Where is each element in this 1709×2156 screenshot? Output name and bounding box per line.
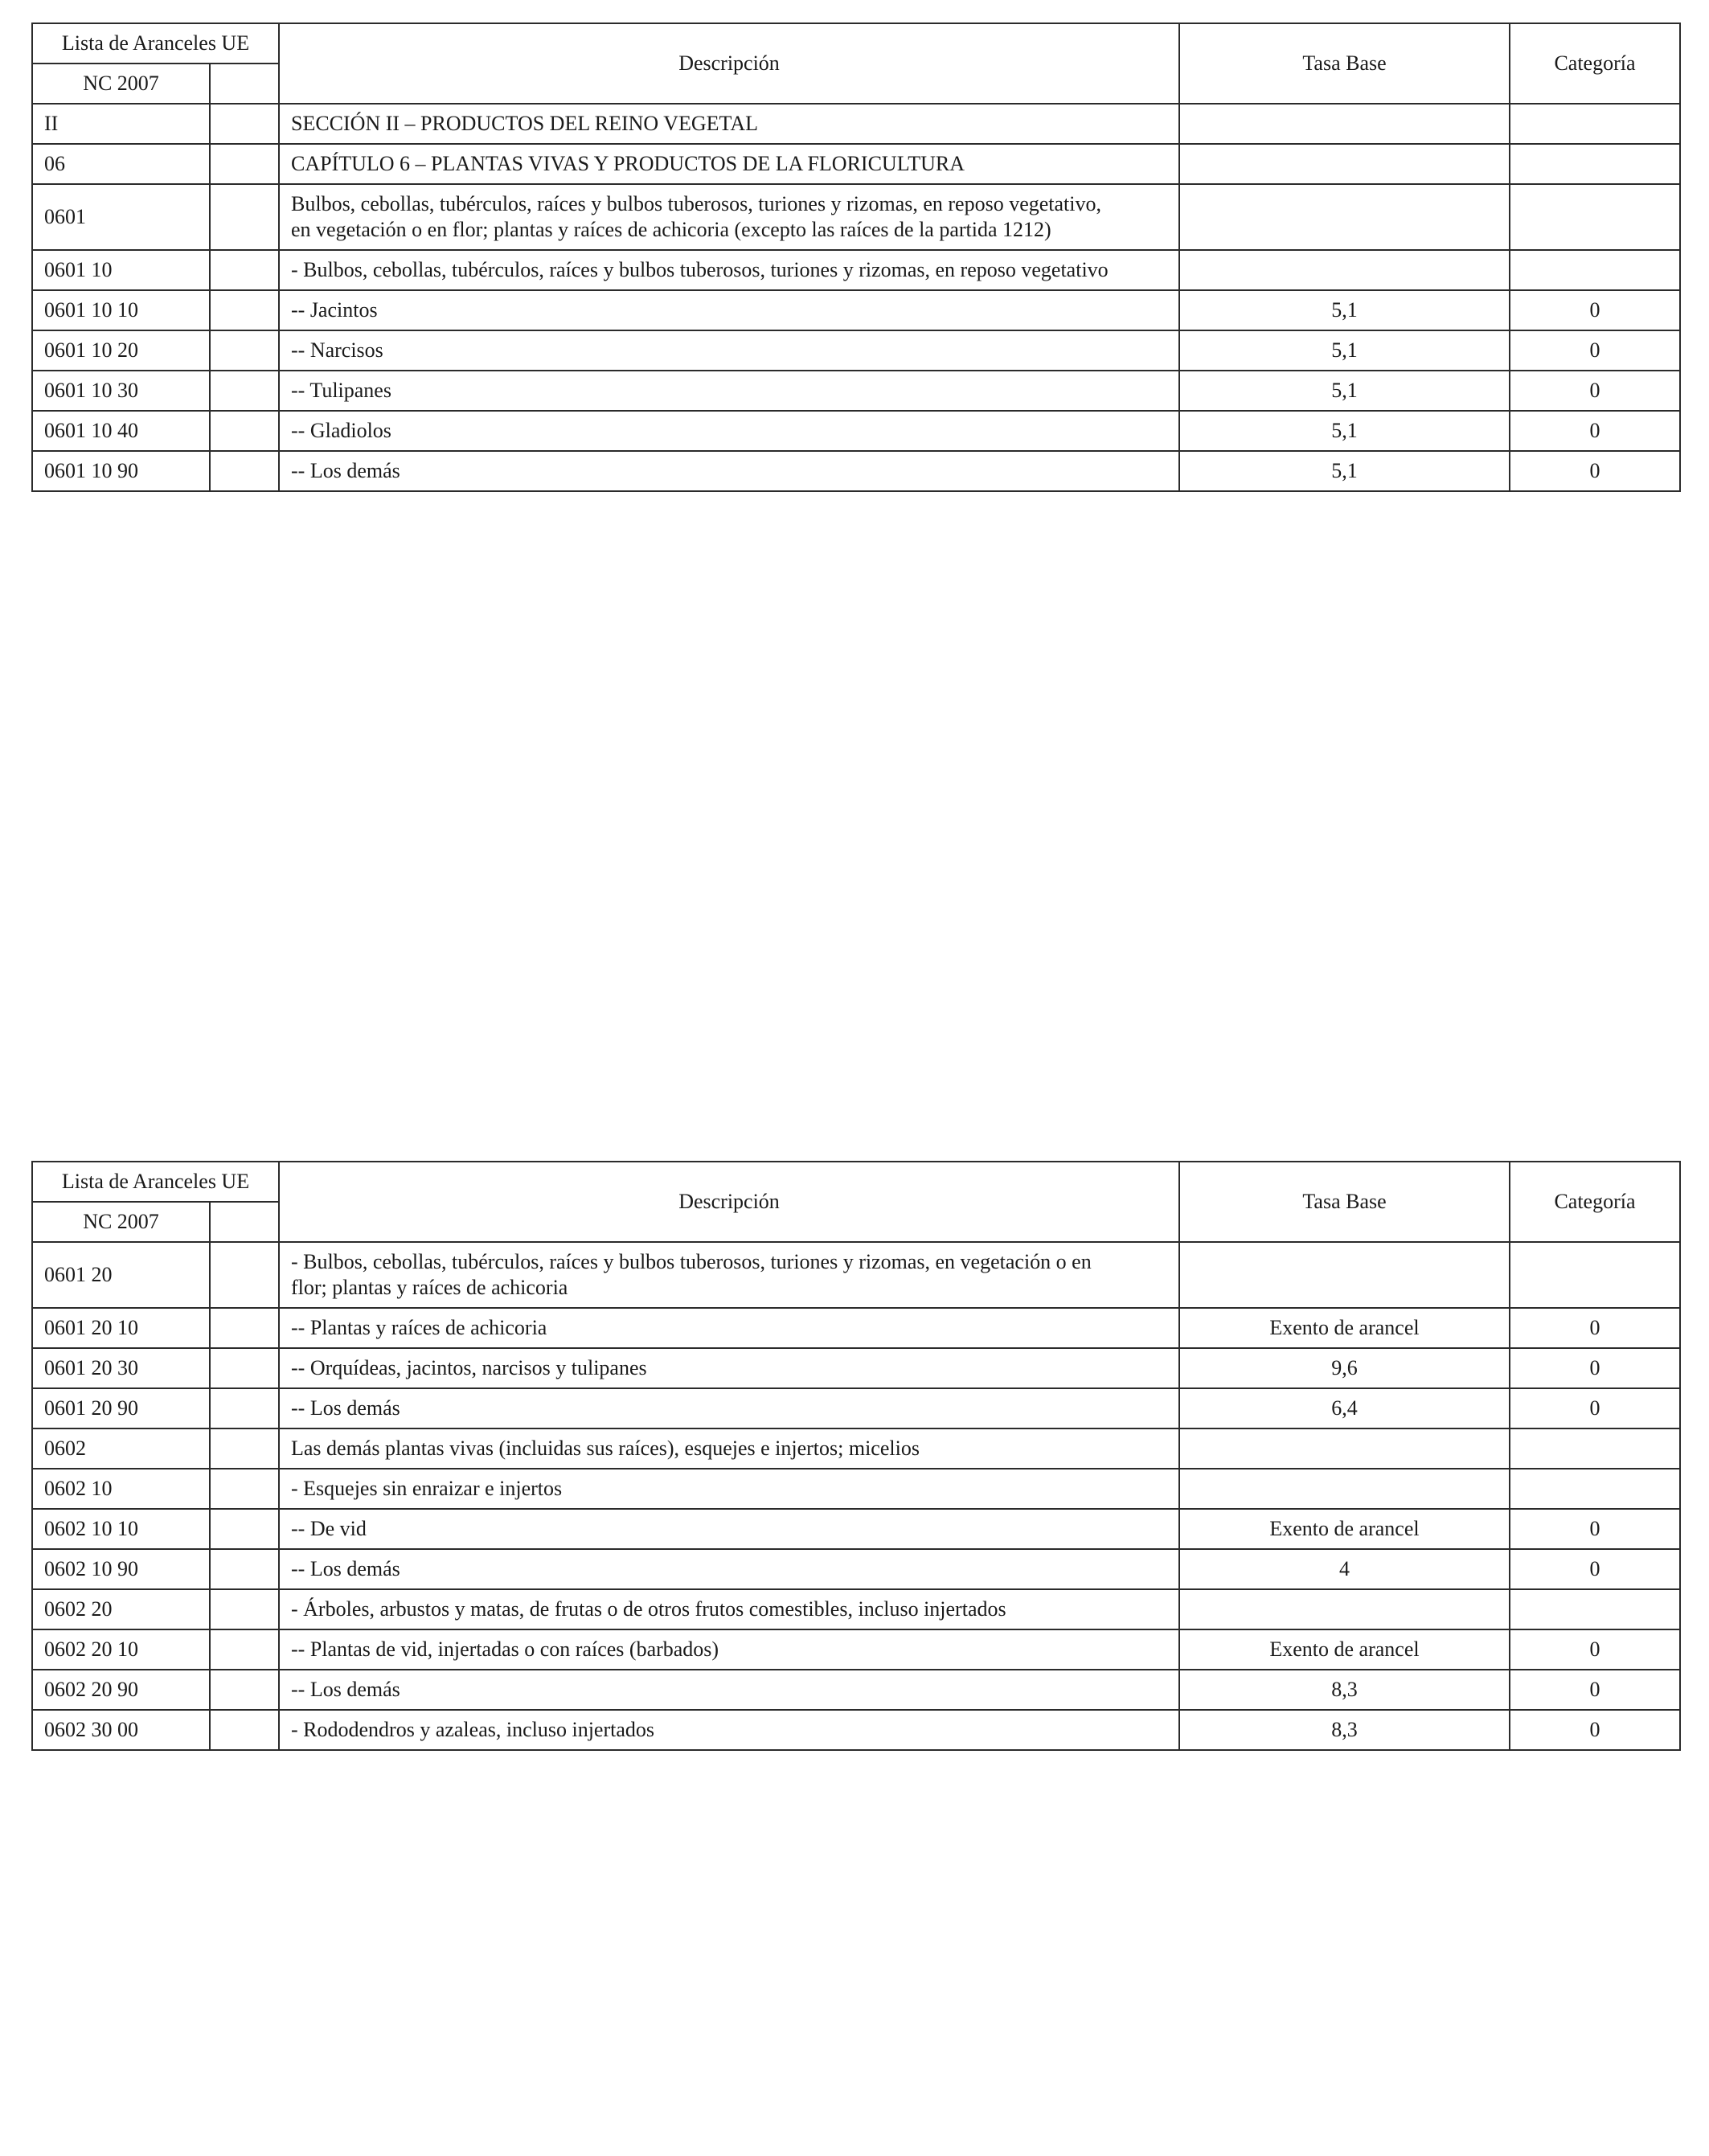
description-line: en vegetación o en flor; plantas y raíces de achicoria (excepto las raíces de la partida 1212) bbox=[291, 218, 1051, 241]
description: - Bulbos, cebollas, tubérculos, raíces y bulbos tuberosos, turiones y rizomas, en reposo vegetativo bbox=[279, 250, 1179, 290]
category bbox=[1510, 1242, 1680, 1308]
nc-code: 0601 10 90 bbox=[32, 451, 210, 491]
description: -- Los demás bbox=[279, 1549, 1179, 1589]
base-rate: Exento de arancel bbox=[1179, 1629, 1510, 1670]
tariff-table-2 bbox=[31, 1161, 1681, 1751]
table-row bbox=[32, 371, 1680, 411]
empty-cell bbox=[210, 290, 279, 330]
base-rate: 6,4 bbox=[1179, 1388, 1510, 1428]
empty-cell bbox=[210, 250, 279, 290]
empty-cell bbox=[210, 1710, 279, 1750]
base-rate: 5,1 bbox=[1179, 330, 1510, 371]
empty-cell bbox=[210, 330, 279, 371]
category bbox=[1510, 144, 1680, 184]
table-row bbox=[32, 1428, 1680, 1469]
description: CAPÍTULO 6 – PLANTAS VIVAS Y PRODUCTOS DE LA FLORICULTURA bbox=[279, 144, 1179, 184]
category: 0 bbox=[1510, 1348, 1680, 1388]
base-rate: Exento de arancel bbox=[1179, 1509, 1510, 1549]
base-rate: Exento de arancel bbox=[1179, 1308, 1510, 1348]
table-row bbox=[32, 1469, 1680, 1509]
base-rate: 4 bbox=[1179, 1549, 1510, 1589]
table-row bbox=[32, 1629, 1680, 1670]
description-line: Bulbos, cebollas, tubérculos, raíces y bulbos tuberosos, turiones y rizomas, en reposo vegetativo, bbox=[291, 192, 1102, 215]
category: 0 bbox=[1510, 1308, 1680, 1348]
description-line: - Bulbos, cebollas, tubérculos, raíces y bulbos tuberosos, turiones y rizomas, en vegetación o en bbox=[291, 1250, 1092, 1273]
nc-code: II bbox=[32, 104, 210, 144]
empty-cell bbox=[210, 184, 279, 250]
category: 0 bbox=[1510, 411, 1680, 451]
nc-code: 0601 10 20 bbox=[32, 330, 210, 371]
empty-cell bbox=[210, 144, 279, 184]
empty-cell bbox=[210, 1469, 279, 1509]
table-row bbox=[32, 144, 1680, 184]
description: SECCIÓN II – PRODUCTOS DEL REINO VEGETAL bbox=[279, 104, 1179, 144]
base-rate bbox=[1179, 104, 1510, 144]
empty-cell bbox=[210, 451, 279, 491]
empty-cell bbox=[210, 1348, 279, 1388]
description: - Árboles, arbustos y matas, de frutas o de otros frutos comestibles, incluso injertados bbox=[279, 1589, 1179, 1629]
base-rate: 8,3 bbox=[1179, 1710, 1510, 1750]
table-row bbox=[32, 290, 1680, 330]
nc-code: 0601 10 10 bbox=[32, 290, 210, 330]
description: -- Los demás bbox=[279, 1670, 1179, 1710]
description bbox=[279, 184, 1179, 250]
table-row bbox=[32, 1242, 1680, 1308]
table-row bbox=[32, 1308, 1680, 1348]
table-row bbox=[32, 1549, 1680, 1589]
tariff-table-1 bbox=[31, 23, 1681, 492]
nc-code: 0602 10 10 bbox=[32, 1509, 210, 1549]
base-rate bbox=[1179, 1589, 1510, 1629]
empty-cell bbox=[210, 1509, 279, 1549]
description: -- De vid bbox=[279, 1509, 1179, 1549]
table-row bbox=[32, 1388, 1680, 1428]
category: 0 bbox=[1510, 1388, 1680, 1428]
empty-cell bbox=[210, 1308, 279, 1348]
empty-cell bbox=[210, 1388, 279, 1428]
nc-code: 0602 bbox=[32, 1428, 210, 1469]
category: 0 bbox=[1510, 290, 1680, 330]
base-rate: 8,3 bbox=[1179, 1670, 1510, 1710]
empty-cell bbox=[210, 1242, 279, 1308]
nc-code: 0602 10 bbox=[32, 1469, 210, 1509]
empty-cell bbox=[210, 371, 279, 411]
category bbox=[1510, 1428, 1680, 1469]
header-nc: NC 2007 bbox=[32, 64, 210, 104]
empty-cell bbox=[210, 411, 279, 451]
base-rate: 5,1 bbox=[1179, 371, 1510, 411]
table-row bbox=[32, 411, 1680, 451]
nc-code: 06 bbox=[32, 144, 210, 184]
header-lista: Lista de Aranceles UE bbox=[32, 23, 279, 64]
nc-code: 0601 20 10 bbox=[32, 1308, 210, 1348]
category: 0 bbox=[1510, 1710, 1680, 1750]
base-rate bbox=[1179, 250, 1510, 290]
description: -- Plantas de vid, injertadas o con raíces (barbados) bbox=[279, 1629, 1179, 1670]
table-row bbox=[32, 1509, 1680, 1549]
base-rate bbox=[1179, 144, 1510, 184]
nc-code: 0602 10 90 bbox=[32, 1549, 210, 1589]
category: 0 bbox=[1510, 1670, 1680, 1710]
category bbox=[1510, 184, 1680, 250]
nc-code: 0601 20 90 bbox=[32, 1388, 210, 1428]
description: - Rododendros y azaleas, incluso injertados bbox=[279, 1710, 1179, 1750]
table-row bbox=[32, 1670, 1680, 1710]
header-lista: Lista de Aranceles UE bbox=[32, 1162, 279, 1202]
table-row bbox=[32, 184, 1680, 250]
empty-cell bbox=[210, 1549, 279, 1589]
table-row bbox=[32, 1348, 1680, 1388]
nc-code: 0601 bbox=[32, 184, 210, 250]
header-row bbox=[32, 1162, 1680, 1202]
table-row bbox=[32, 104, 1680, 144]
description: Las demás plantas vivas (incluidas sus raíces), esquejes e injertos; micelios bbox=[279, 1428, 1179, 1469]
nc-code: 0601 10 40 bbox=[32, 411, 210, 451]
nc-code: 0601 10 30 bbox=[32, 371, 210, 411]
base-rate bbox=[1179, 1469, 1510, 1509]
table-row bbox=[32, 1589, 1680, 1629]
category bbox=[1510, 104, 1680, 144]
description: -- Los demás bbox=[279, 1388, 1179, 1428]
category bbox=[1510, 1589, 1680, 1629]
empty-cell bbox=[210, 1629, 279, 1670]
header-empty-cell bbox=[210, 64, 279, 104]
category: 0 bbox=[1510, 1549, 1680, 1589]
header-descripcion: Descripción bbox=[279, 1162, 1179, 1242]
base-rate bbox=[1179, 1428, 1510, 1469]
table-row bbox=[32, 451, 1680, 491]
table-row bbox=[32, 330, 1680, 371]
nc-code: 0601 20 30 bbox=[32, 1348, 210, 1388]
empty-cell bbox=[210, 1670, 279, 1710]
header-row bbox=[32, 23, 1680, 64]
description bbox=[279, 1242, 1179, 1308]
empty-cell bbox=[210, 1428, 279, 1469]
description: - Esquejes sin enraizar e injertos bbox=[279, 1469, 1179, 1509]
category bbox=[1510, 250, 1680, 290]
category: 0 bbox=[1510, 330, 1680, 371]
empty-cell bbox=[210, 1589, 279, 1629]
description: -- Los demás bbox=[279, 451, 1179, 491]
description: -- Gladiolos bbox=[279, 411, 1179, 451]
nc-code: 0601 10 bbox=[32, 250, 210, 290]
description: -- Plantas y raíces de achicoria bbox=[279, 1308, 1179, 1348]
description: -- Jacintos bbox=[279, 290, 1179, 330]
category: 0 bbox=[1510, 1629, 1680, 1670]
nc-code: 0602 20 90 bbox=[32, 1670, 210, 1710]
description: -- Narcisos bbox=[279, 330, 1179, 371]
category: 0 bbox=[1510, 451, 1680, 491]
header-categoria: Categoría bbox=[1510, 23, 1680, 104]
base-rate: 9,6 bbox=[1179, 1348, 1510, 1388]
category: 0 bbox=[1510, 1509, 1680, 1549]
base-rate bbox=[1179, 184, 1510, 250]
table-row bbox=[32, 1710, 1680, 1750]
base-rate: 5,1 bbox=[1179, 451, 1510, 491]
table-row bbox=[32, 250, 1680, 290]
header-descripcion: Descripción bbox=[279, 23, 1179, 104]
header-categoria: Categoría bbox=[1510, 1162, 1680, 1242]
nc-code: 0602 30 00 bbox=[32, 1710, 210, 1750]
nc-code: 0602 20 bbox=[32, 1589, 210, 1629]
nc-code: 0602 20 10 bbox=[32, 1629, 210, 1670]
header-tasa-base: Tasa Base bbox=[1179, 1162, 1510, 1242]
description: -- Orquídeas, jacintos, narcisos y tulipanes bbox=[279, 1348, 1179, 1388]
description: -- Tulipanes bbox=[279, 371, 1179, 411]
base-rate: 5,1 bbox=[1179, 411, 1510, 451]
category bbox=[1510, 1469, 1680, 1509]
header-empty-cell bbox=[210, 1202, 279, 1242]
base-rate bbox=[1179, 1242, 1510, 1308]
description-line: flor; plantas y raíces de achicoria bbox=[291, 1276, 568, 1299]
base-rate: 5,1 bbox=[1179, 290, 1510, 330]
header-nc: NC 2007 bbox=[32, 1202, 210, 1242]
header-tasa-base: Tasa Base bbox=[1179, 23, 1510, 104]
empty-cell bbox=[210, 104, 279, 144]
category: 0 bbox=[1510, 371, 1680, 411]
nc-code: 0601 20 bbox=[32, 1242, 210, 1308]
